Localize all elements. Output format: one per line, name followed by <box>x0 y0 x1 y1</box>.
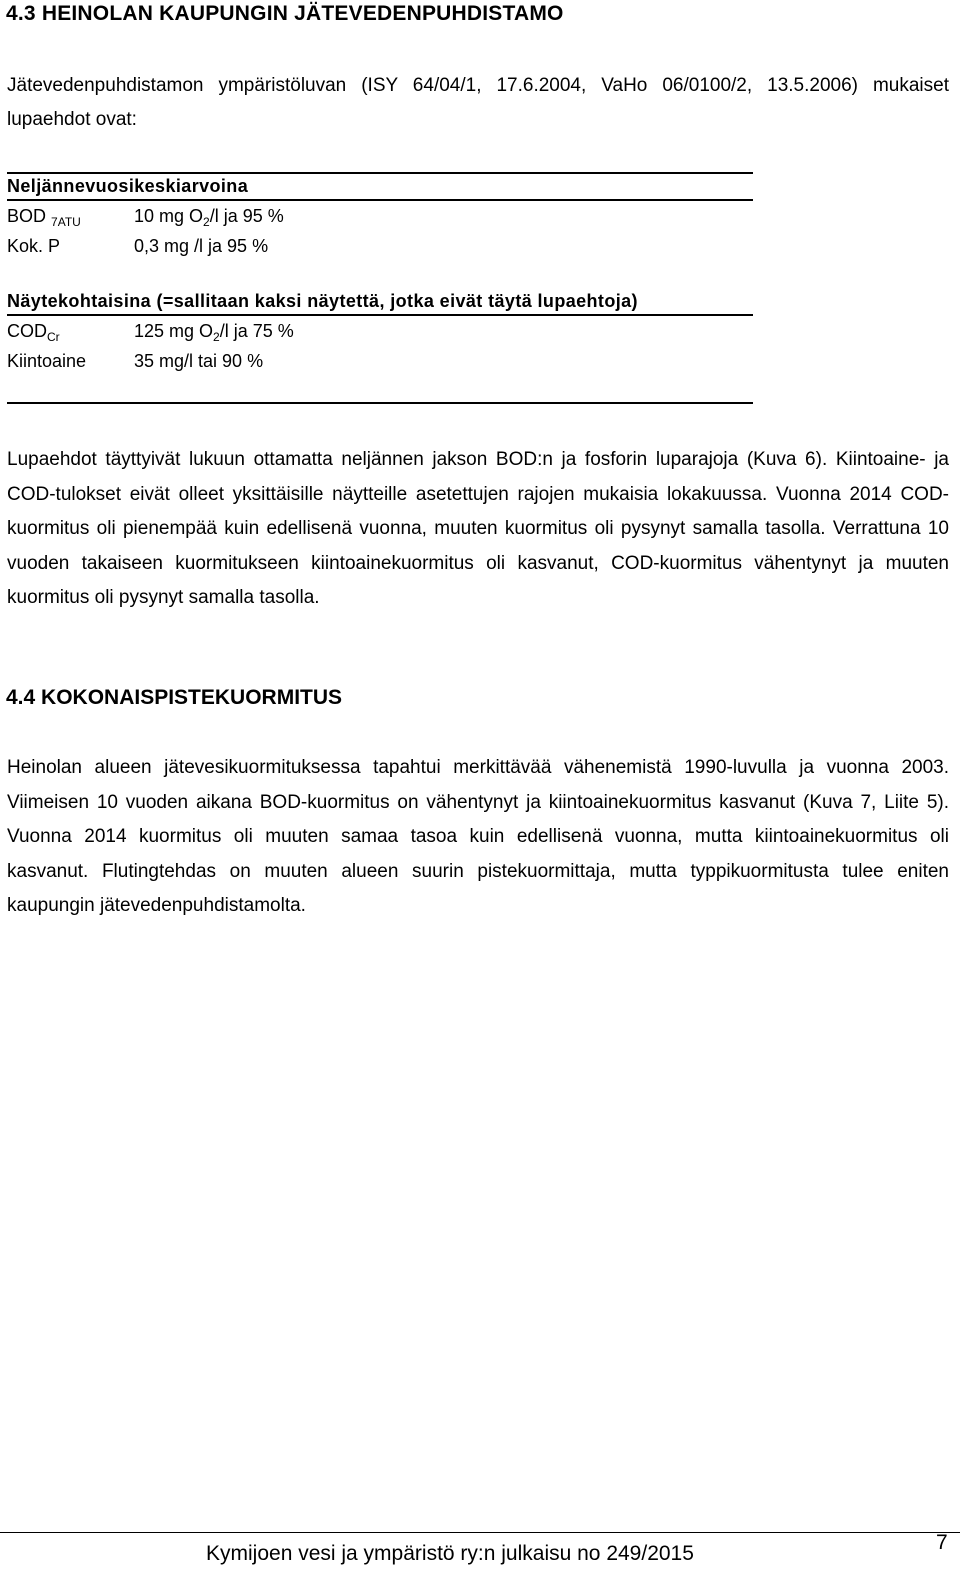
page-number: 7 <box>936 1531 948 1554</box>
results-paragraph: Lupaehdot täyttyivät lukuun ottamatta neljännen jakson BOD:n ja fosforin luparajoja (Kuva 6). Kiintoaine- ja COD-tulokset eivät olleet yksittäisille näytteille asetettujen rajojen mukaisia lokakuussa. Vuonna 2014 COD-kuormitus oli pienempää kuin edellisenä vuonna, muuten kuormitus oli pysynyt samalla tasolla. Verrattuna 10 vuoden takaiseen kuormitukseen kiintoainekuormitus oli kasvanut, COD-kuormitus vähentynyt ja muuten kuormitus oli pysynyt samalla tasolla. <box>7 449 949 608</box>
table-group2-rule <box>7 314 753 316</box>
section2-heading: 4.4 KOKONAISPISTEKUORMITUS <box>6 686 343 709</box>
cod-value: 125 mg $O_2/l$ ja 75 % <box>134 321 294 344</box>
footer-rule <box>0 1532 960 1533</box>
bod-label: BOD $_{7ATU}$ <box>7 206 81 229</box>
table-group1-rule <box>7 199 753 201</box>
kiintoaine-value: 35 mg/l tai 90 % <box>134 351 264 371</box>
table-bottom-rule <box>7 402 753 404</box>
table-top-rule <box>7 172 753 174</box>
table-group1-heading: Neljännevuosikeskiarvoina <box>7 176 249 196</box>
table-group2-heading: Näytekohtaisina (=sallitaan kaksi näytettä, jotka eivät täytä lupaehtoja) <box>7 291 638 311</box>
kiintoaine-label: Kiintoaine <box>7 351 87 371</box>
cod-label: $COD_{Cr}$ <box>7 321 60 344</box>
kokonaispiste-paragraph: Heinolan alueen jätevesikuormituksessa tapahtui merkittävää vähenemistä 1990-luvulla ja vuonna 2003. Viimeisen 10 vuoden aikana BOD-kuormitus on vähentynyt ja kiintoainekuormitus kasvanut (Kuva 7, Liite 5). Vuonna 2014 kuormitus oli muuten samaa tasoa kuin edellisenä vuonna, mutta kiintoainekuormitus oli kasvanut. Flutingtehdas on muuten alueen suurin pistekuormittaja, mutta typpikuormitusta tulee eniten kaupungin jätevedenpuhdistamolta. <box>7 757 949 916</box>
kokp-label: Kok. P <box>7 236 61 256</box>
bod-value: 10 mg $O_2/l$ ja 95 % <box>134 206 284 229</box>
intro-paragraph: Jätevedenpuhdistamon ympäristöluvan (ISY 64/04/1, 17.6.2004, VaHo 06/0100/2, 13.5.2006) mukaiset lupaehdot ovat: <box>7 75 949 130</box>
section-heading: 4.3 HEINOLAN KAUPUNGIN JÄTEVEDENPUHDISTAMO <box>6 2 564 25</box>
kokp-value: 0,3 mg /l ja 95 % <box>134 236 269 256</box>
footer-publication: Kymijoen vesi ja ympäristö ry:n julkaisu no 249/2015 <box>206 1542 694 1565</box>
